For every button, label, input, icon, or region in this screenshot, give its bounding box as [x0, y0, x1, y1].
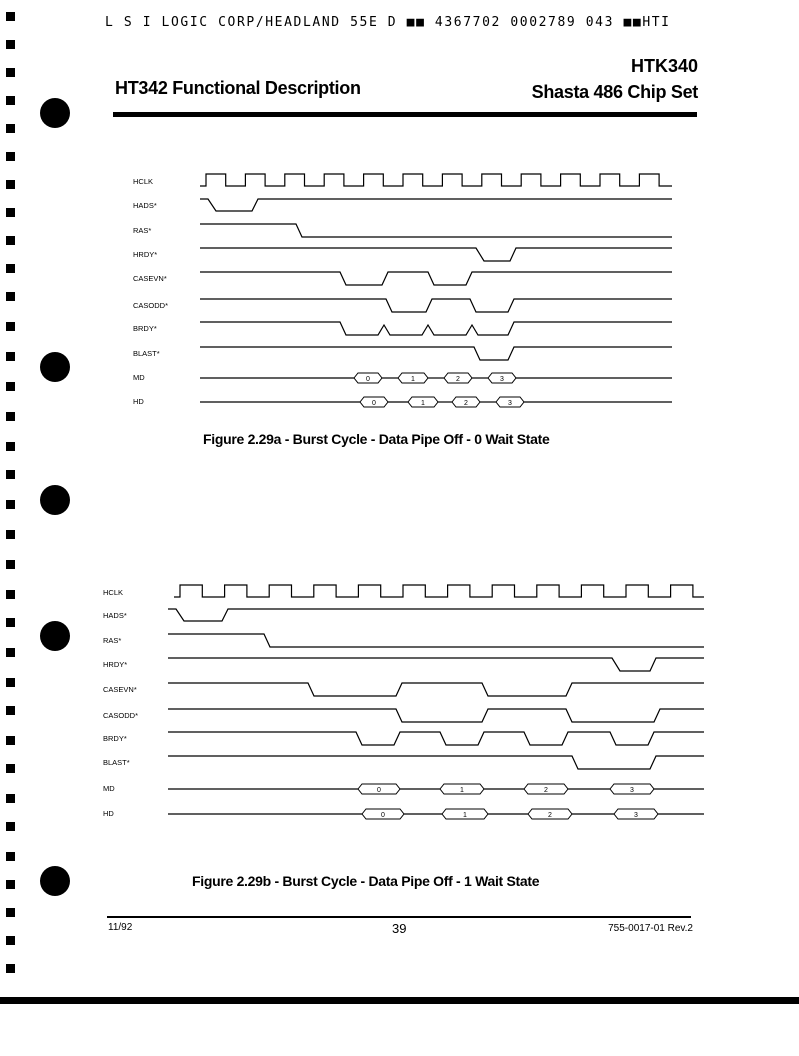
product-code: HTK340 — [630, 56, 698, 76]
fig-b-ras-wave — [168, 634, 704, 647]
fig-b-hd-value: 1 — [463, 812, 467, 819]
fig-b-signal-label-hads: HADS* — [103, 611, 127, 620]
fig-a-hd-value: 0 — [372, 400, 376, 407]
fig-a-casodd-wave — [200, 299, 672, 312]
fig-b-signal-label-ras: RAS* — [103, 636, 122, 645]
fig-a-signal-label-brdy: BRDY* — [133, 324, 157, 333]
fig-b-signal-label-brdy: BRDY* — [103, 734, 127, 743]
fig-b-hd-value: 3 — [634, 812, 638, 819]
fig-a-signal-label-blast: BLAST* — [133, 349, 160, 358]
fig-b-brdy-wave — [168, 732, 704, 745]
fig-a-signal-label-casodd: CASODD* — [133, 301, 169, 310]
fig-a-brdy-wave — [200, 322, 672, 335]
fig-a-hd-value: 2 — [464, 400, 468, 407]
fig-a-md-value: 0 — [366, 376, 370, 383]
fig-a-signal-label-hd: HD — [133, 397, 144, 406]
fig-b-casodd-wave — [168, 709, 704, 722]
fig-b-signal-label-casodd: CASODD* — [103, 711, 139, 720]
fig-b-signal-label-md: MD — [103, 784, 115, 793]
fig-b-md-value: 3 — [630, 787, 634, 794]
fig-a-hd-value: 3 — [508, 400, 512, 407]
scan-header-line: L S I LOGIC CORP/HEADLAND 55E D ■■ 4367702 0002789 043 ■■HTI — [105, 15, 671, 30]
fig-a-ras-wave — [200, 224, 672, 237]
fig-a-md-value: 3 — [500, 376, 504, 383]
fig-a-signal-label-hads: HADS* — [133, 201, 157, 210]
fig-b-signal-label-blast: BLAST* — [103, 758, 130, 767]
figure-a-caption: Figure 2.29a - Burst Cycle - Data Pipe Off - 0 Wait State — [203, 431, 550, 447]
page-bottom-border — [0, 997, 799, 1004]
footer-doc-number: 755-0017-01 Rev.2 — [608, 923, 693, 934]
fig-a-signal-label-ras: RAS* — [133, 226, 152, 235]
fig-a-hrdy-wave — [200, 248, 672, 261]
product-name: Shasta 486 Chip Set — [531, 82, 698, 102]
fig-b-hclk-wave — [174, 585, 704, 597]
fig-a-blast-wave — [200, 347, 672, 360]
fig-b-signal-label-hd: HD — [103, 809, 114, 818]
fig-a-signal-label-md: MD — [133, 373, 145, 382]
fig-a-md-value: 2 — [456, 376, 460, 383]
footer-page-number: 39 — [392, 921, 407, 936]
fig-a-signal-label-hclk: HCLK — [133, 177, 154, 186]
fig-b-hd-value: 0 — [381, 812, 385, 819]
fig-b-signal-label-casevn: CASEVN* — [103, 685, 137, 694]
fig-a-hd-value: 1 — [421, 400, 425, 407]
footer-rule — [107, 916, 691, 918]
fig-a-hclk-wave — [200, 174, 672, 186]
fig-b-hads-wave — [168, 609, 704, 621]
fig-a-signal-label-hrdy: HRDY* — [133, 250, 158, 259]
fig-b-md-value: 1 — [460, 787, 464, 794]
fig-b-signal-label-hrdy: HRDY* — [103, 660, 128, 669]
fig-b-blast-wave — [168, 756, 704, 769]
figure-b-caption: Figure 2.29b - Burst Cycle - Data Pipe Off - 1 Wait State — [192, 873, 540, 889]
fig-b-hd-value: 2 — [548, 812, 552, 819]
fig-b-md-value: 2 — [544, 787, 548, 794]
fig-a-md-value: 1 — [411, 376, 415, 383]
fig-b-md-value: 0 — [377, 787, 381, 794]
fig-b-hrdy-wave — [168, 658, 704, 671]
fig-a-hads-wave — [200, 199, 672, 211]
footer-date: 11/92 — [108, 922, 133, 933]
fig-a-casevn-wave — [200, 272, 672, 285]
fig-b-casevn-wave — [168, 683, 704, 696]
fig-a-signal-label-casevn: CASEVN* — [133, 274, 167, 283]
section-title: HT342 Functional Description — [115, 78, 361, 98]
fig-b-signal-label-hclk: HCLK — [103, 588, 124, 597]
